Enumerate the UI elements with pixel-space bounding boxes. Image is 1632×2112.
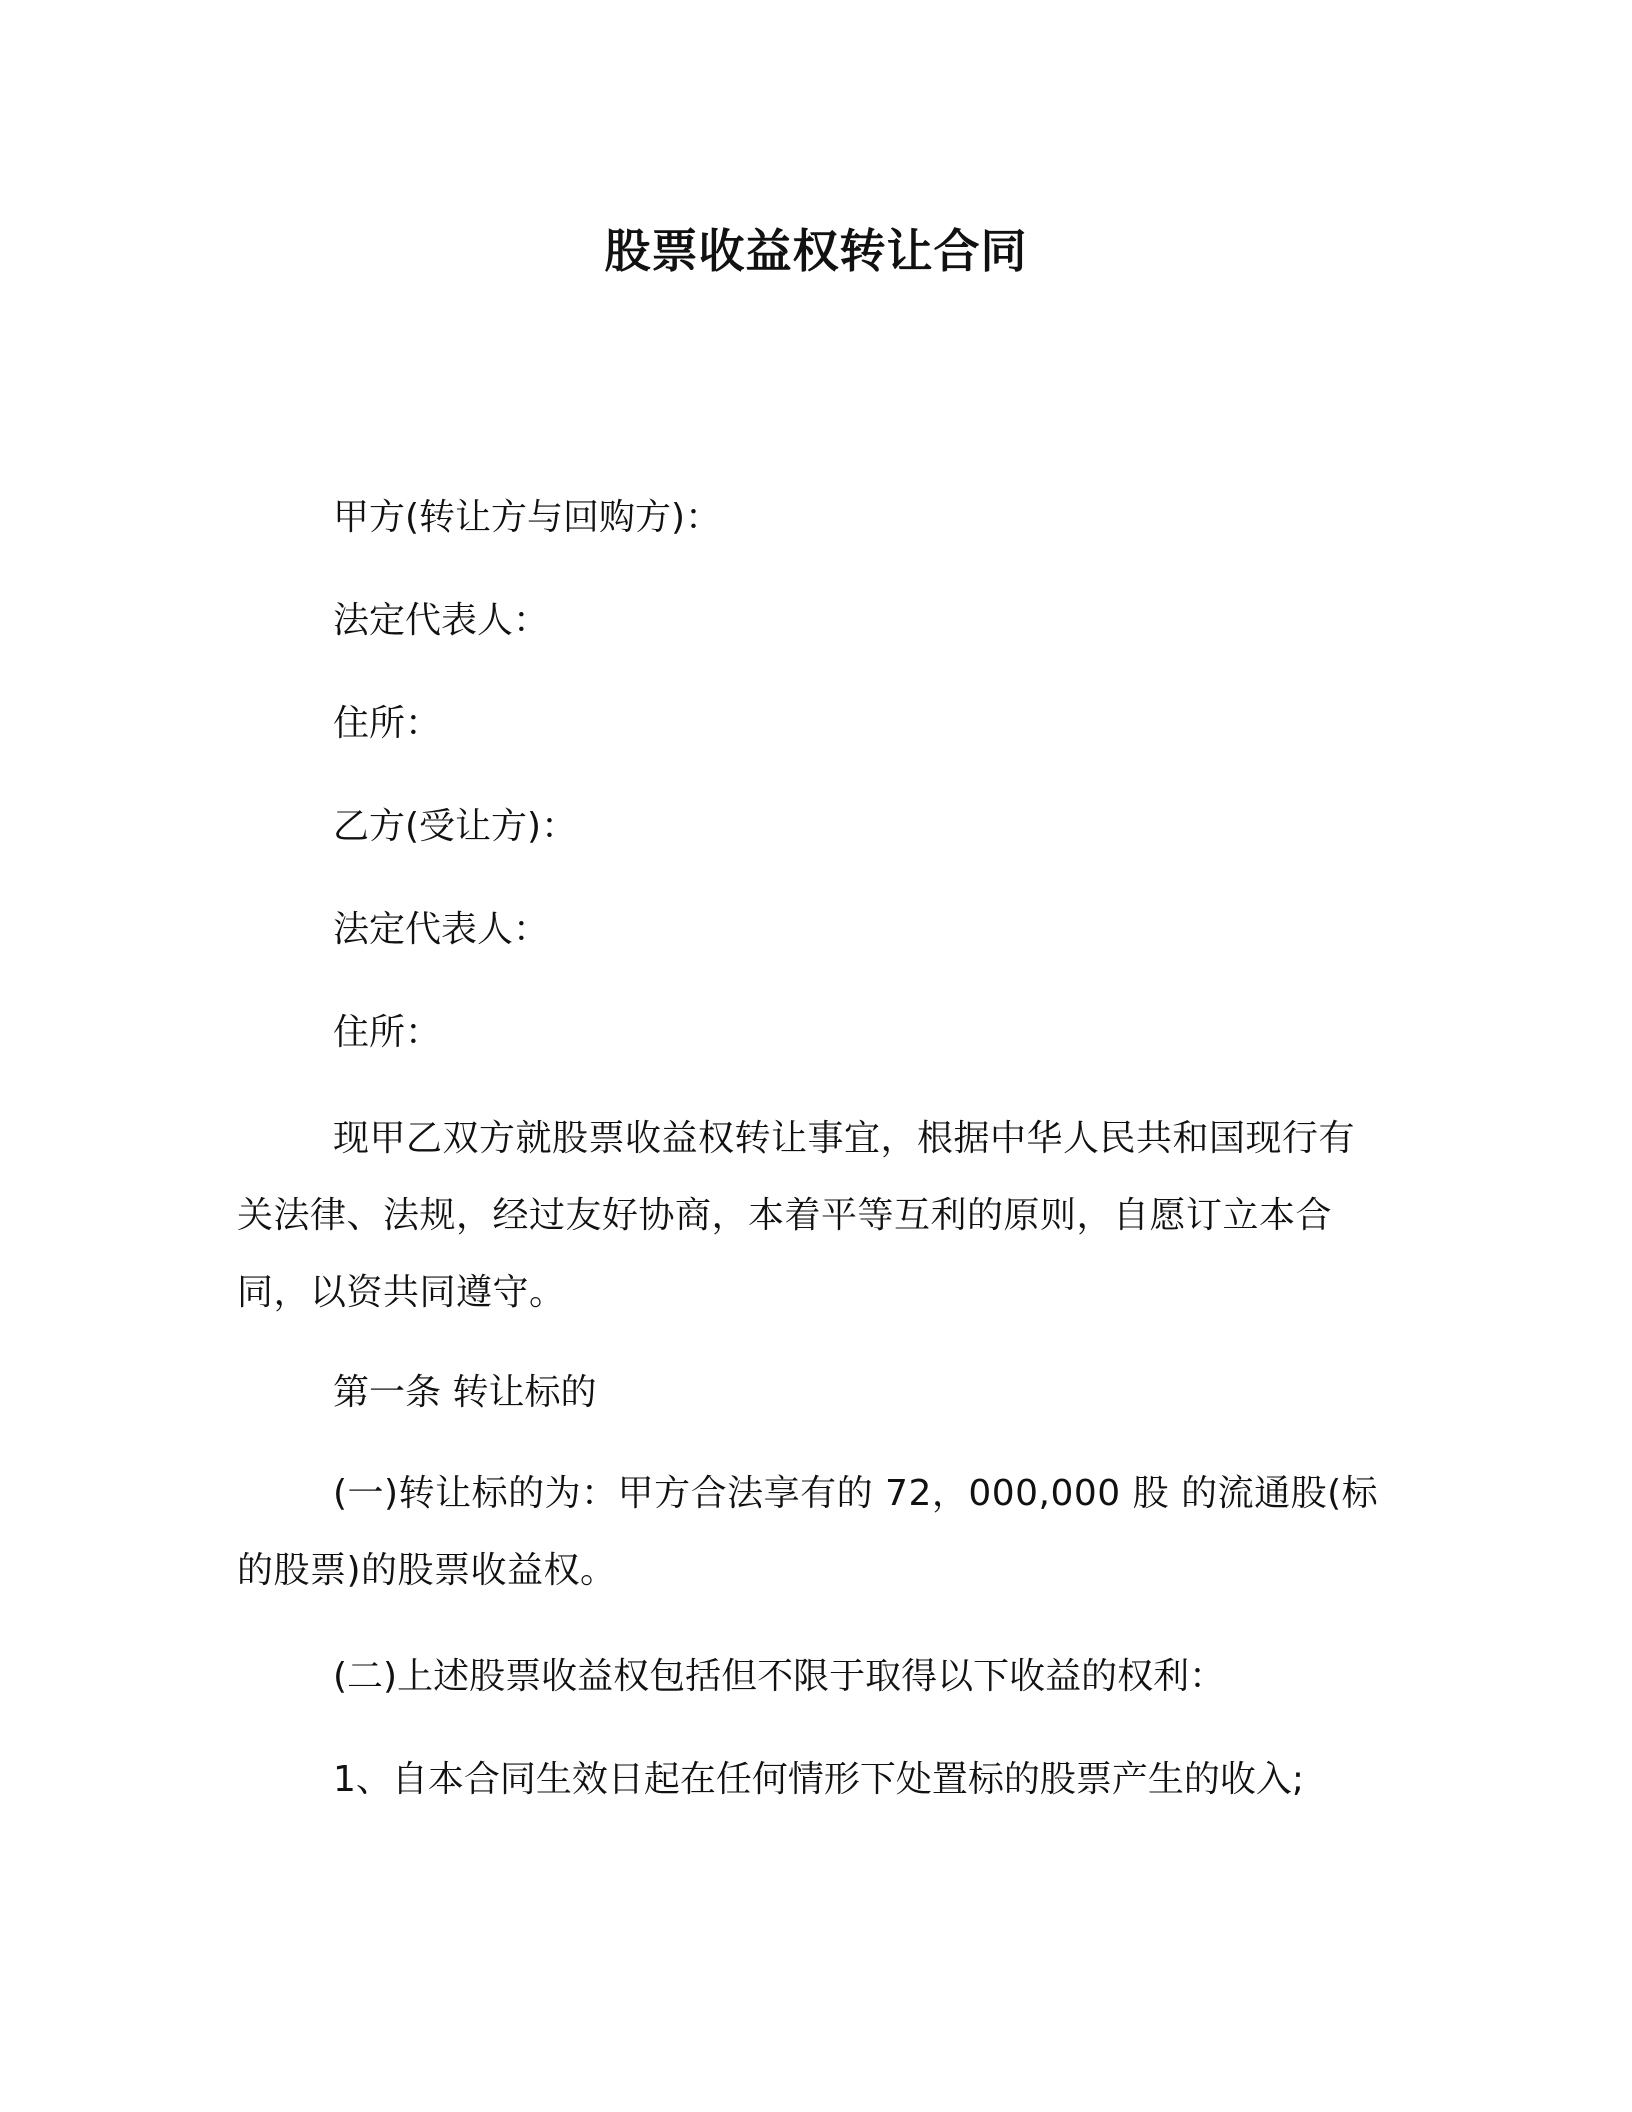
party-a-address: 住所：: [333, 703, 442, 744]
party-b-label: 乙方(受让方)：: [333, 806, 578, 847]
party-b-address: 住所：: [333, 1012, 442, 1053]
preamble-paragraph: 现甲乙双方就股票收益权转让事宜，根据中华人民共和国现行有关法律、法规，经过友好协商，本着平等互利的原则，自愿订立本合同，以资共同遵守。: [237, 1118, 1356, 1313]
contract-title: 股票收益权转让合同: [604, 224, 1028, 278]
clause-1-1-paragraph: (一)转让标的为：甲方合法享有的 72，000,000 股 的流通股(标的股票)的股票收益权。: [237, 1473, 1379, 1591]
article-1-heading: 第一条 转让标的: [333, 1372, 597, 1413]
clause-item-1: 1、自本合同生效日起在任何情形下处置标的股票产生的收入;: [333, 1759, 1305, 1800]
party-b-legal-representative: 法定代表人：: [333, 909, 550, 950]
party-a-label: 甲方(转让方与回购方)：: [333, 497, 722, 538]
party-a-legal-representative: 法定代表人：: [333, 600, 550, 641]
clause-1-2-paragraph: (二)上述股票收益权包括但不限于取得以下收益的权利：: [333, 1656, 1226, 1697]
